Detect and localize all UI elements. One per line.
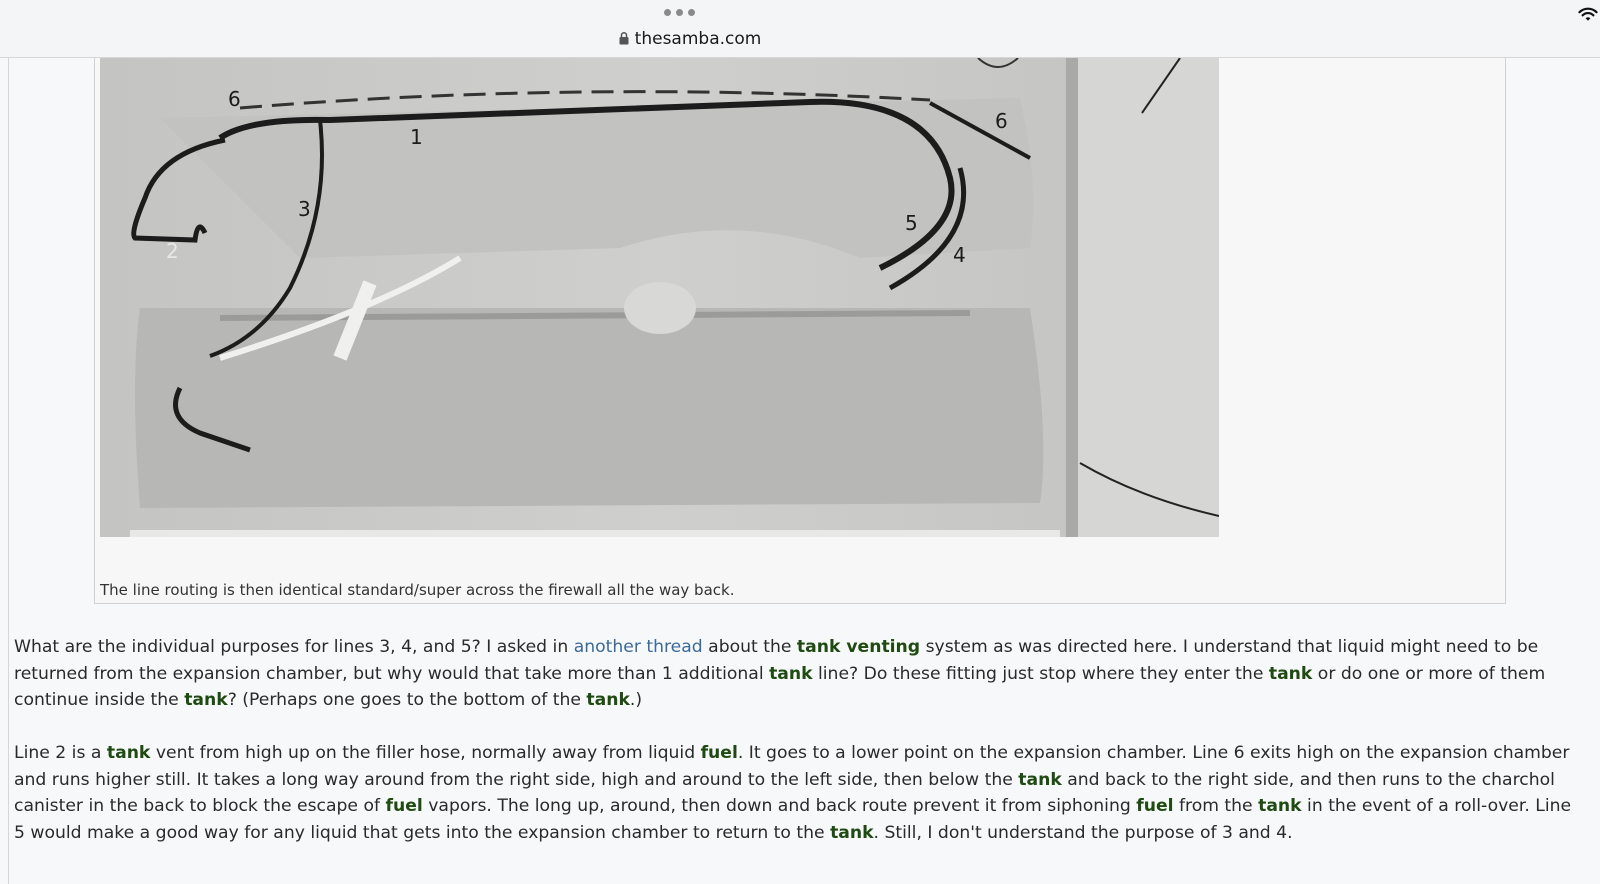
page-content <box>0 58 1600 884</box>
more-options-icon[interactable] <box>664 9 695 16</box>
label-4: 4 <box>953 243 966 267</box>
label-2: 2 <box>166 239 179 263</box>
label-1: 1 <box>410 125 423 149</box>
keyword-highlight: tank <box>184 690 228 710</box>
keyword-highlight: fuel <box>1136 796 1174 816</box>
wifi-icon <box>1578 6 1598 22</box>
keyword-highlight: fuel <box>385 796 423 816</box>
another-thread-link[interactable]: another thread <box>573 637 703 657</box>
keyword-highlight: tank <box>586 690 630 710</box>
keyword-highlight: tank <box>106 743 151 763</box>
label-5: 5 <box>905 211 918 235</box>
keyword-highlight: tank <box>1268 663 1313 684</box>
keyword-highlight: tank <box>1018 769 1062 790</box>
fuel-line-diagram-photo <box>100 58 1219 537</box>
keyword-highlight: tank <box>830 822 874 843</box>
post-paragraph-2: Line 2 is a tank vent from high up on the filler hose, normally away from liquid fuel. It goes to a lower point on the expansion chamber. Line 6 exits high on the expansion chamber and runs higher still. It takes a long way around from the right side, high and around to the left side, then below the tank and back to the right side, and then runs to the charchol canister in the back to block the escape of fuel vapors. The long up, around, then down and back route prevent it from siphoning fuel from the tank in the event of a roll-over. Line 5 would make a good way for any liquid that gets into the expansion chamber to return to the tank. Still, I don't understand the purpose of 3 and 4. <box>14 743 1572 843</box>
label-3: 3 <box>298 197 311 221</box>
label-6-left: 6 <box>228 87 241 111</box>
keyword-highlight: tank venting <box>796 637 921 657</box>
address-bar[interactable] <box>0 29 1380 49</box>
photo-caption: The line routing is then identical standard/super across the firewall all the way back. <box>100 581 735 599</box>
browser-toolbar <box>0 0 1600 58</box>
lock-icon <box>619 31 629 45</box>
keyword-highlight: fuel <box>700 743 738 763</box>
keyword-highlight: tank <box>769 663 813 684</box>
left-border <box>8 58 9 884</box>
keyword-highlight: tank <box>1258 796 1302 816</box>
label-6-right: 6 <box>995 109 1008 133</box>
domain-text: thesamba.com <box>634 29 762 49</box>
post-paragraph-1: What are the individual purposes for lines 3, 4, and 5? I asked in another thread about the tank venting system as was directed here. I understand that liquid might need to be returned from the expansion chamber, but why would that take more than 1 additional tank line? Do these fitting just stop where they enter the tank or do one or more of them continue inside the tank? (Perhaps one goes to the bottom of the tank.) <box>14 637 1546 710</box>
